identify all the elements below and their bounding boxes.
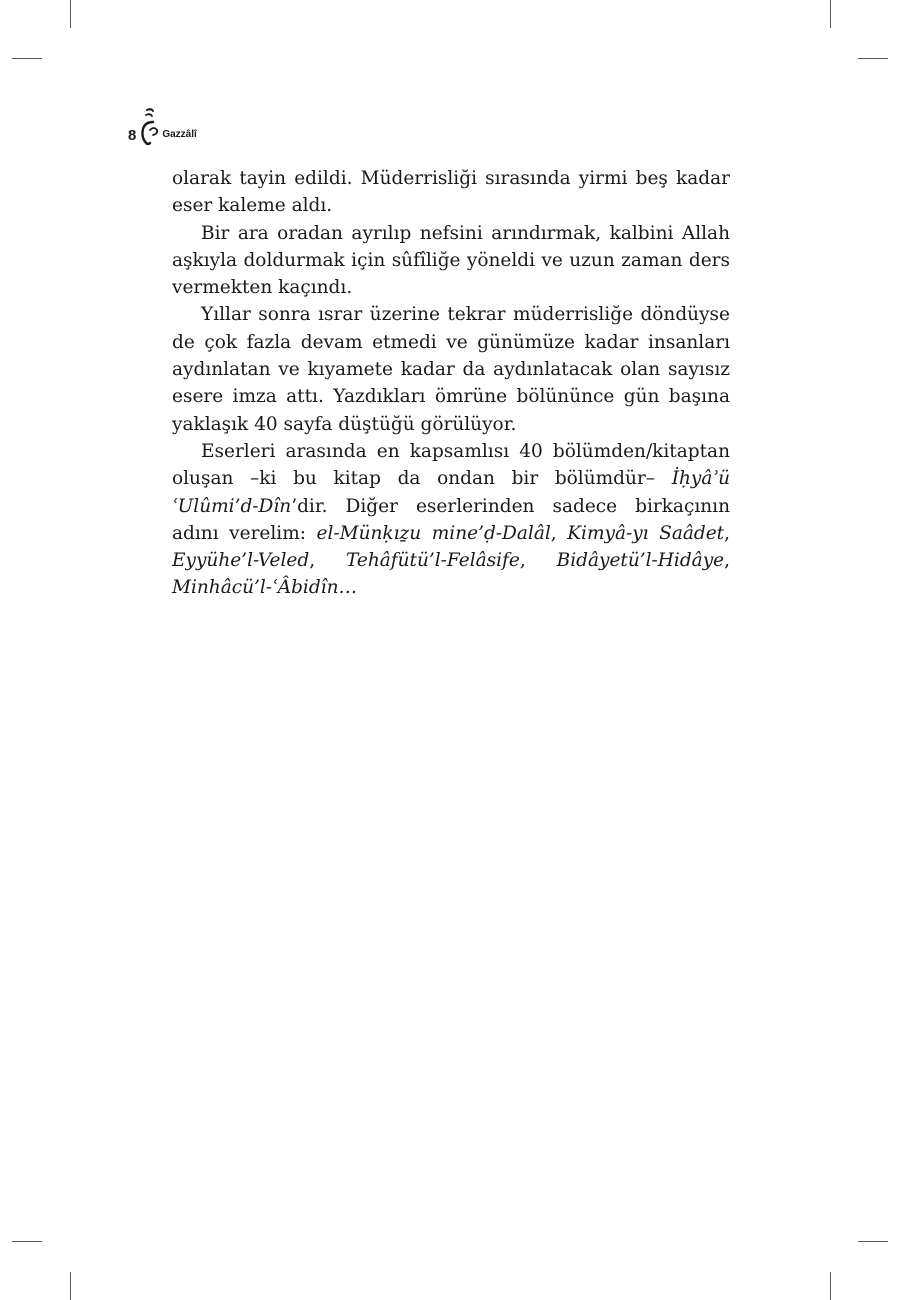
crop-mark-top-left-horizontal	[12, 58, 42, 59]
paragraph	[172, 220, 730, 302]
crop-mark-top-right-horizontal	[858, 58, 888, 59]
separator: ,	[550, 522, 568, 544]
running-title: Gazzâlî	[162, 129, 197, 140]
separator: ,	[724, 550, 731, 572]
book-title-bidayet: Bidâyetü’l-Hidâye	[556, 550, 725, 572]
paragraph-text: Bir ara oradan ayrılıp nefsini arındırmak, kalbini Allah aşkıyla doldurmak için sûfîliğe yöneldi ve uzun zaman ders vermekten kaçındı.	[172, 222, 730, 299]
running-header	[128, 102, 197, 146]
paragraph	[172, 165, 730, 220]
book-title-minhac: Minhâcü’l-ʿÂbidîn…	[172, 577, 358, 599]
body-text	[172, 165, 730, 602]
page-number: 8	[128, 127, 137, 144]
paragraph	[172, 301, 730, 437]
crop-mark-bottom-left-horizontal	[12, 1241, 42, 1242]
crop-mark-top-right-vertical	[830, 0, 831, 28]
book-title-tehafut: Tehâfütü’l-Felâsife	[345, 550, 520, 572]
paragraph-text: Eserleri arasında en kapsamlısı 40 bölümden/kitaptan oluşan –ki bu kitap da ondan bir bölümdür–	[172, 440, 730, 490]
book-title-eyyuhe: Eyyühe’l-Veled	[172, 550, 310, 572]
paragraph-text: ’dir. Diğer eserlerinden sadece birkaçının adını verelim:	[172, 495, 730, 544]
crop-mark-top-left-vertical	[70, 0, 71, 28]
separator: ,	[309, 550, 346, 572]
paragraph-text: Yıllar sonra ısrar üzerine tekrar müderrisliğe döndüyse de çok fazla devam etmedi ve günümüze kadar insanları aydınlatan ve kıyamete kadar da aydınlatacak olan sayısız esere imza attı. Yazdıkları ömrüne bölününce gün başına yaklaşık 40 sayfa düştüğü görülüyor.	[172, 304, 730, 435]
paragraph-text: olarak tayin edildi. Müderrisliği sırasında yirmi beş kadar eser kaleme aldı.	[172, 168, 730, 217]
arabic-calligraphy-ornament-icon	[138, 104, 160, 146]
crop-mark-bottom-right-vertical	[830, 1272, 831, 1300]
book-title-kimya: Kimyâ-yı Saâdet	[567, 522, 725, 544]
separator: ,	[724, 522, 730, 544]
book-title-munkiz: el-Münḳıẕu mine’ḍ-Dalâl	[316, 522, 551, 544]
separator: ,	[519, 550, 557, 572]
paragraph	[172, 438, 730, 602]
book-title-ihya: İḥyâʾü ʿUlûmi’d-Dîn	[172, 468, 730, 517]
crop-mark-bottom-right-horizontal	[858, 1241, 888, 1242]
crop-mark-bottom-left-vertical	[70, 1272, 71, 1300]
